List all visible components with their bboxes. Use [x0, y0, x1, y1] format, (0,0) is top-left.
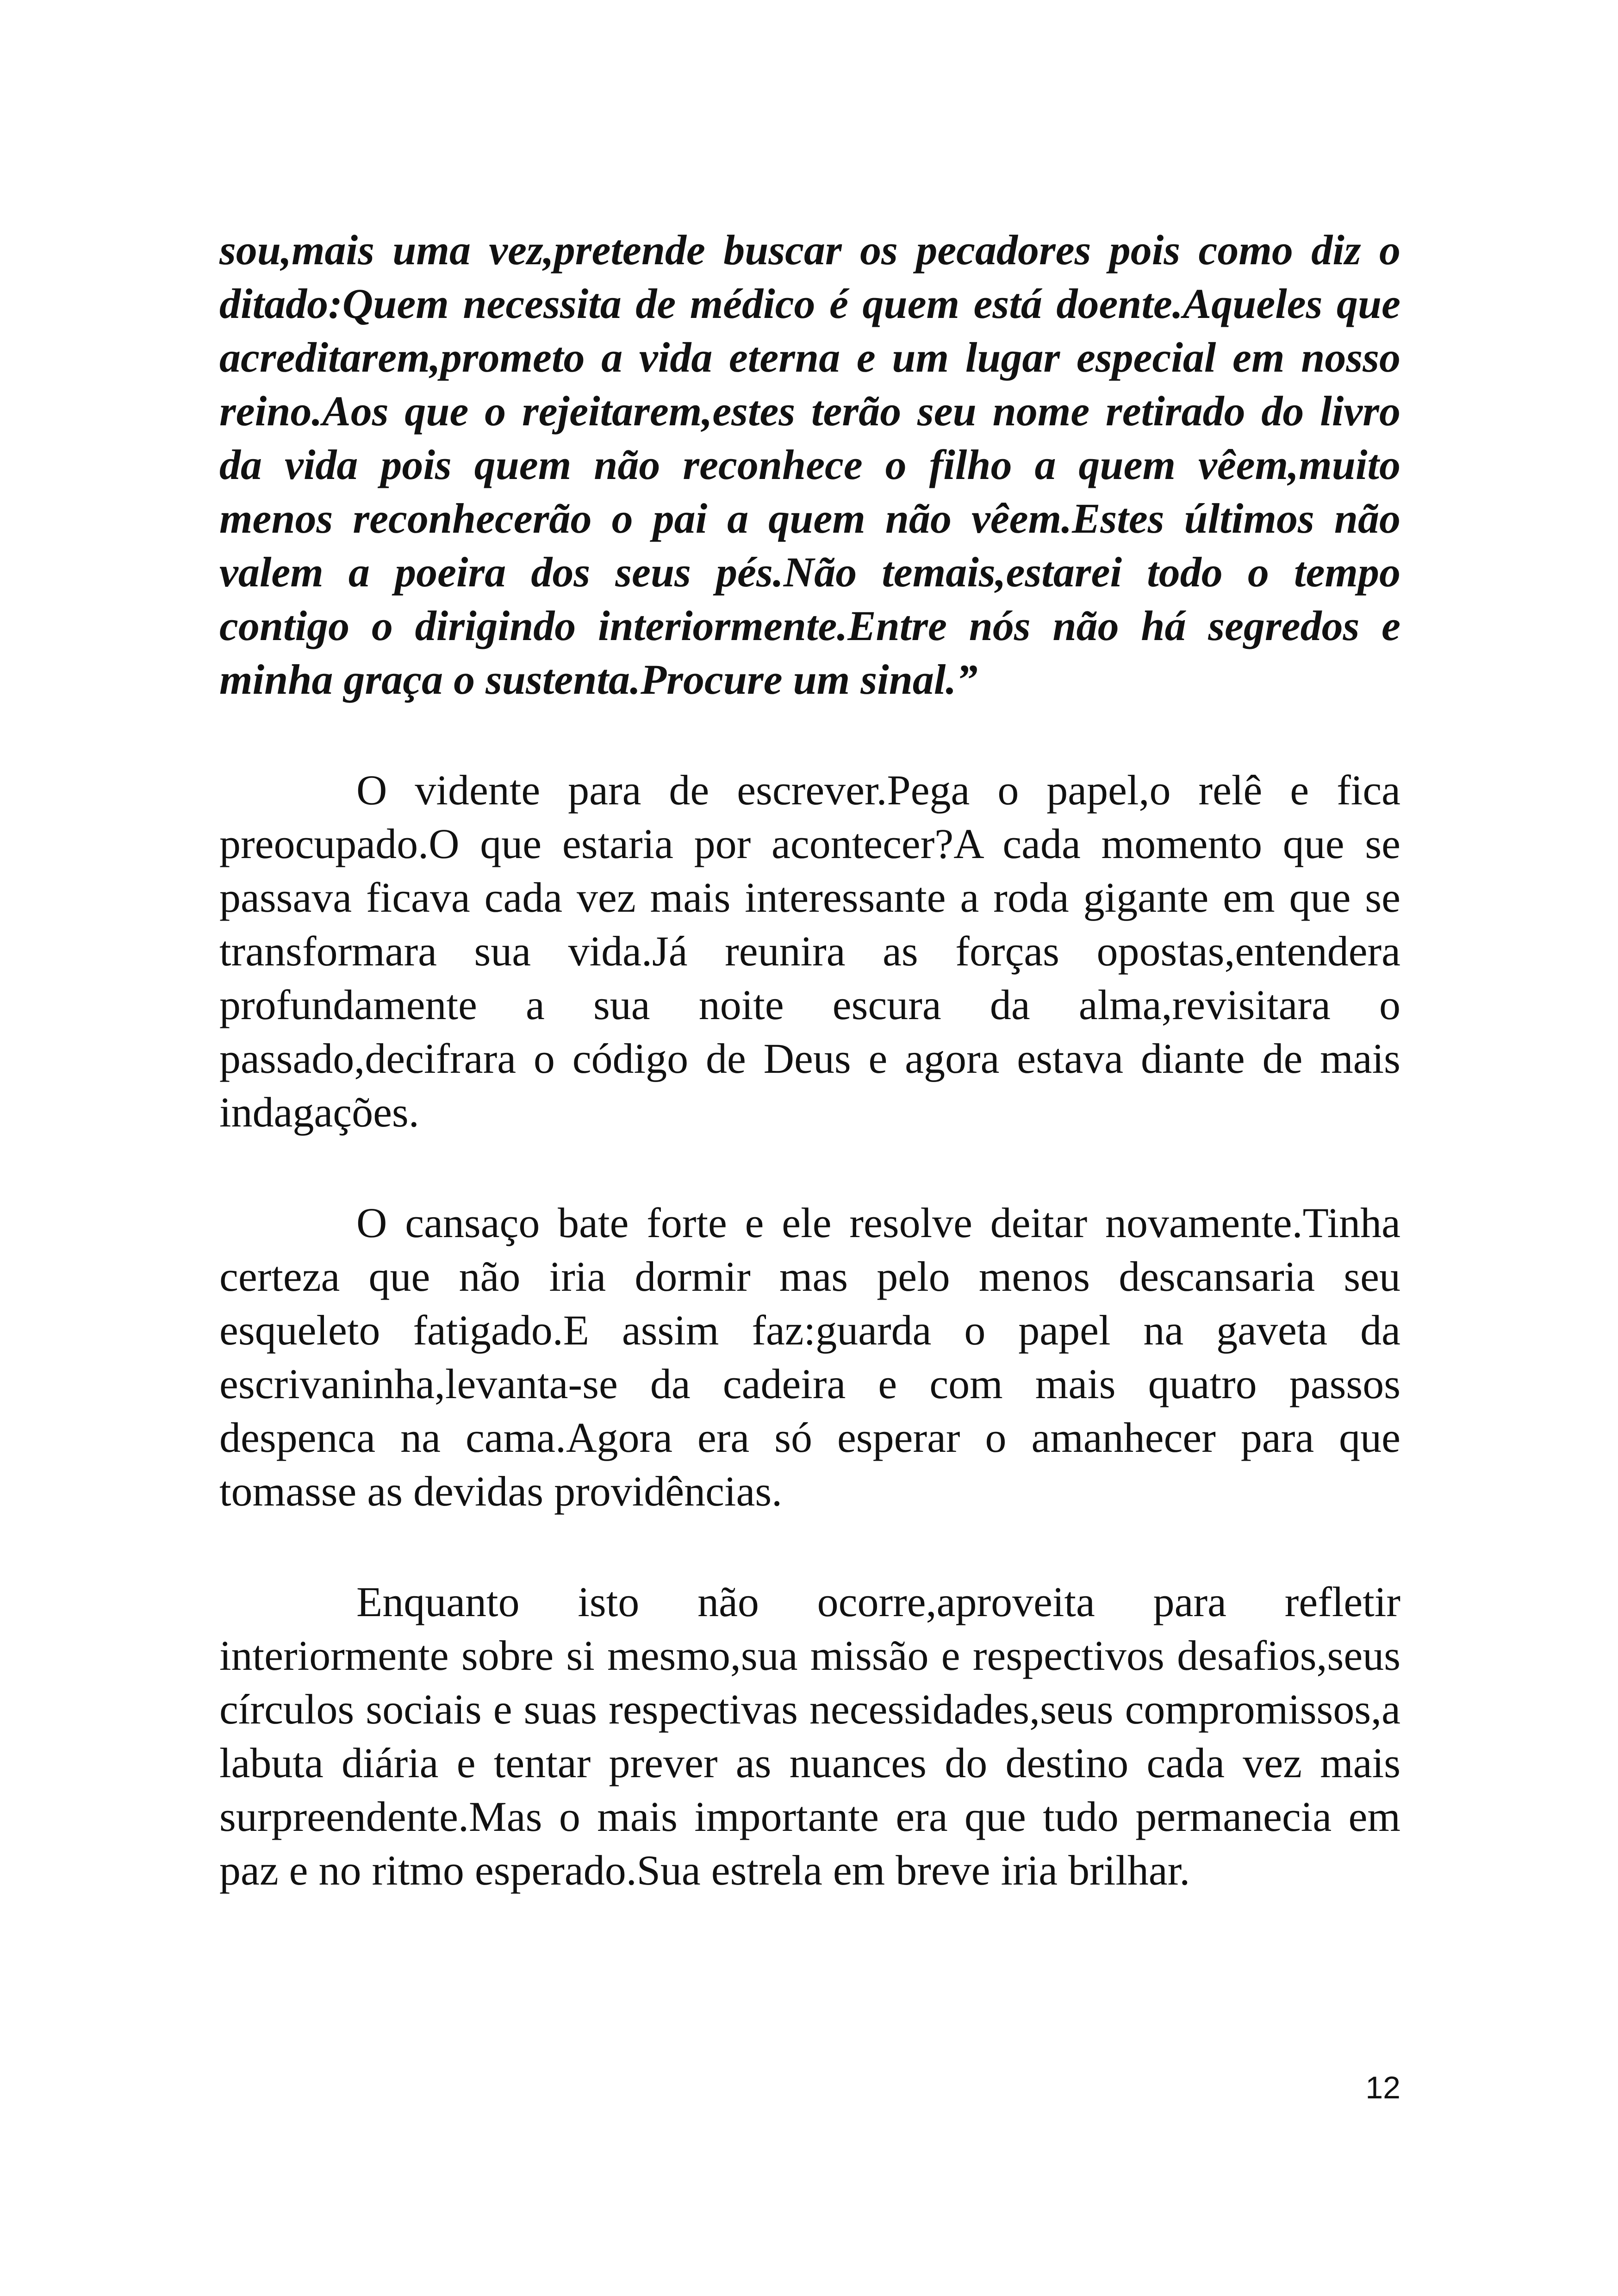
body-paragraph-enquanto: Enquanto isto não ocorre,aproveita para refletir interiormente sobre si mesmo,sua missão e respectivos desafios,seus círculos sociais e suas respectivas necessidades,seus compromissos,a labuta diária e tentar prever as nuances do destino cada vez mais surpreendente.Mas o mais importante era que tudo permanecia em paz e no ritmo esperado.Sua estrela em breve iria brilhar.: [219, 1578, 1400, 1894]
body-paragraph-vidente: O vidente para de escrever.Pega o papel,o relê e fica preocupado.O que estaria por acontecer?A cada momento que se passava ficava cada vez mais interessante a roda gigante em que se transformara sua vida.Já reunira as forças opostas,entendera profundamente a sua noite escura da alma,revisitara o passado,decifrara o código de Deus e agora estava diante de mais indagações.: [219, 766, 1400, 1136]
page-text: [219, 223, 1400, 1897]
page-number: 12: [1365, 2070, 1400, 2105]
quoted-paragraph: sou,mais uma vez,pretende buscar os pecadores pois como diz o ditado:Quem necessita de médico é quem está doente.Aqueles que acreditarem,prometo a vida eterna e um lugar especial em nosso reino.Aos que o rejeitarem,estes terão seu nome retirado do livro da vida pois quem não reconhece o filho a quem vêem,muito menos reconhecerão o pai a quem não vêem.Estes últimos não valem a poeira dos seus pés.Não temais,estarei todo o tempo contigo o dirigindo interiormente.Entre nós não há segredos e minha graça o sustenta.Procure um sinal.”: [219, 226, 1400, 703]
body-paragraph-cansaco: O cansaço bate forte e ele resolve deitar novamente.Tinha certeza que não iria dormir mas pelo menos descansaria seu esqueleto fatigado.E assim faz:guarda o papel na gaveta da escrivaninha,levanta-se da cadeira e com mais quatro passos despenca na cama.Agora era só esperar o amanhecer para que tomasse as devidas providências.: [219, 1199, 1400, 1515]
